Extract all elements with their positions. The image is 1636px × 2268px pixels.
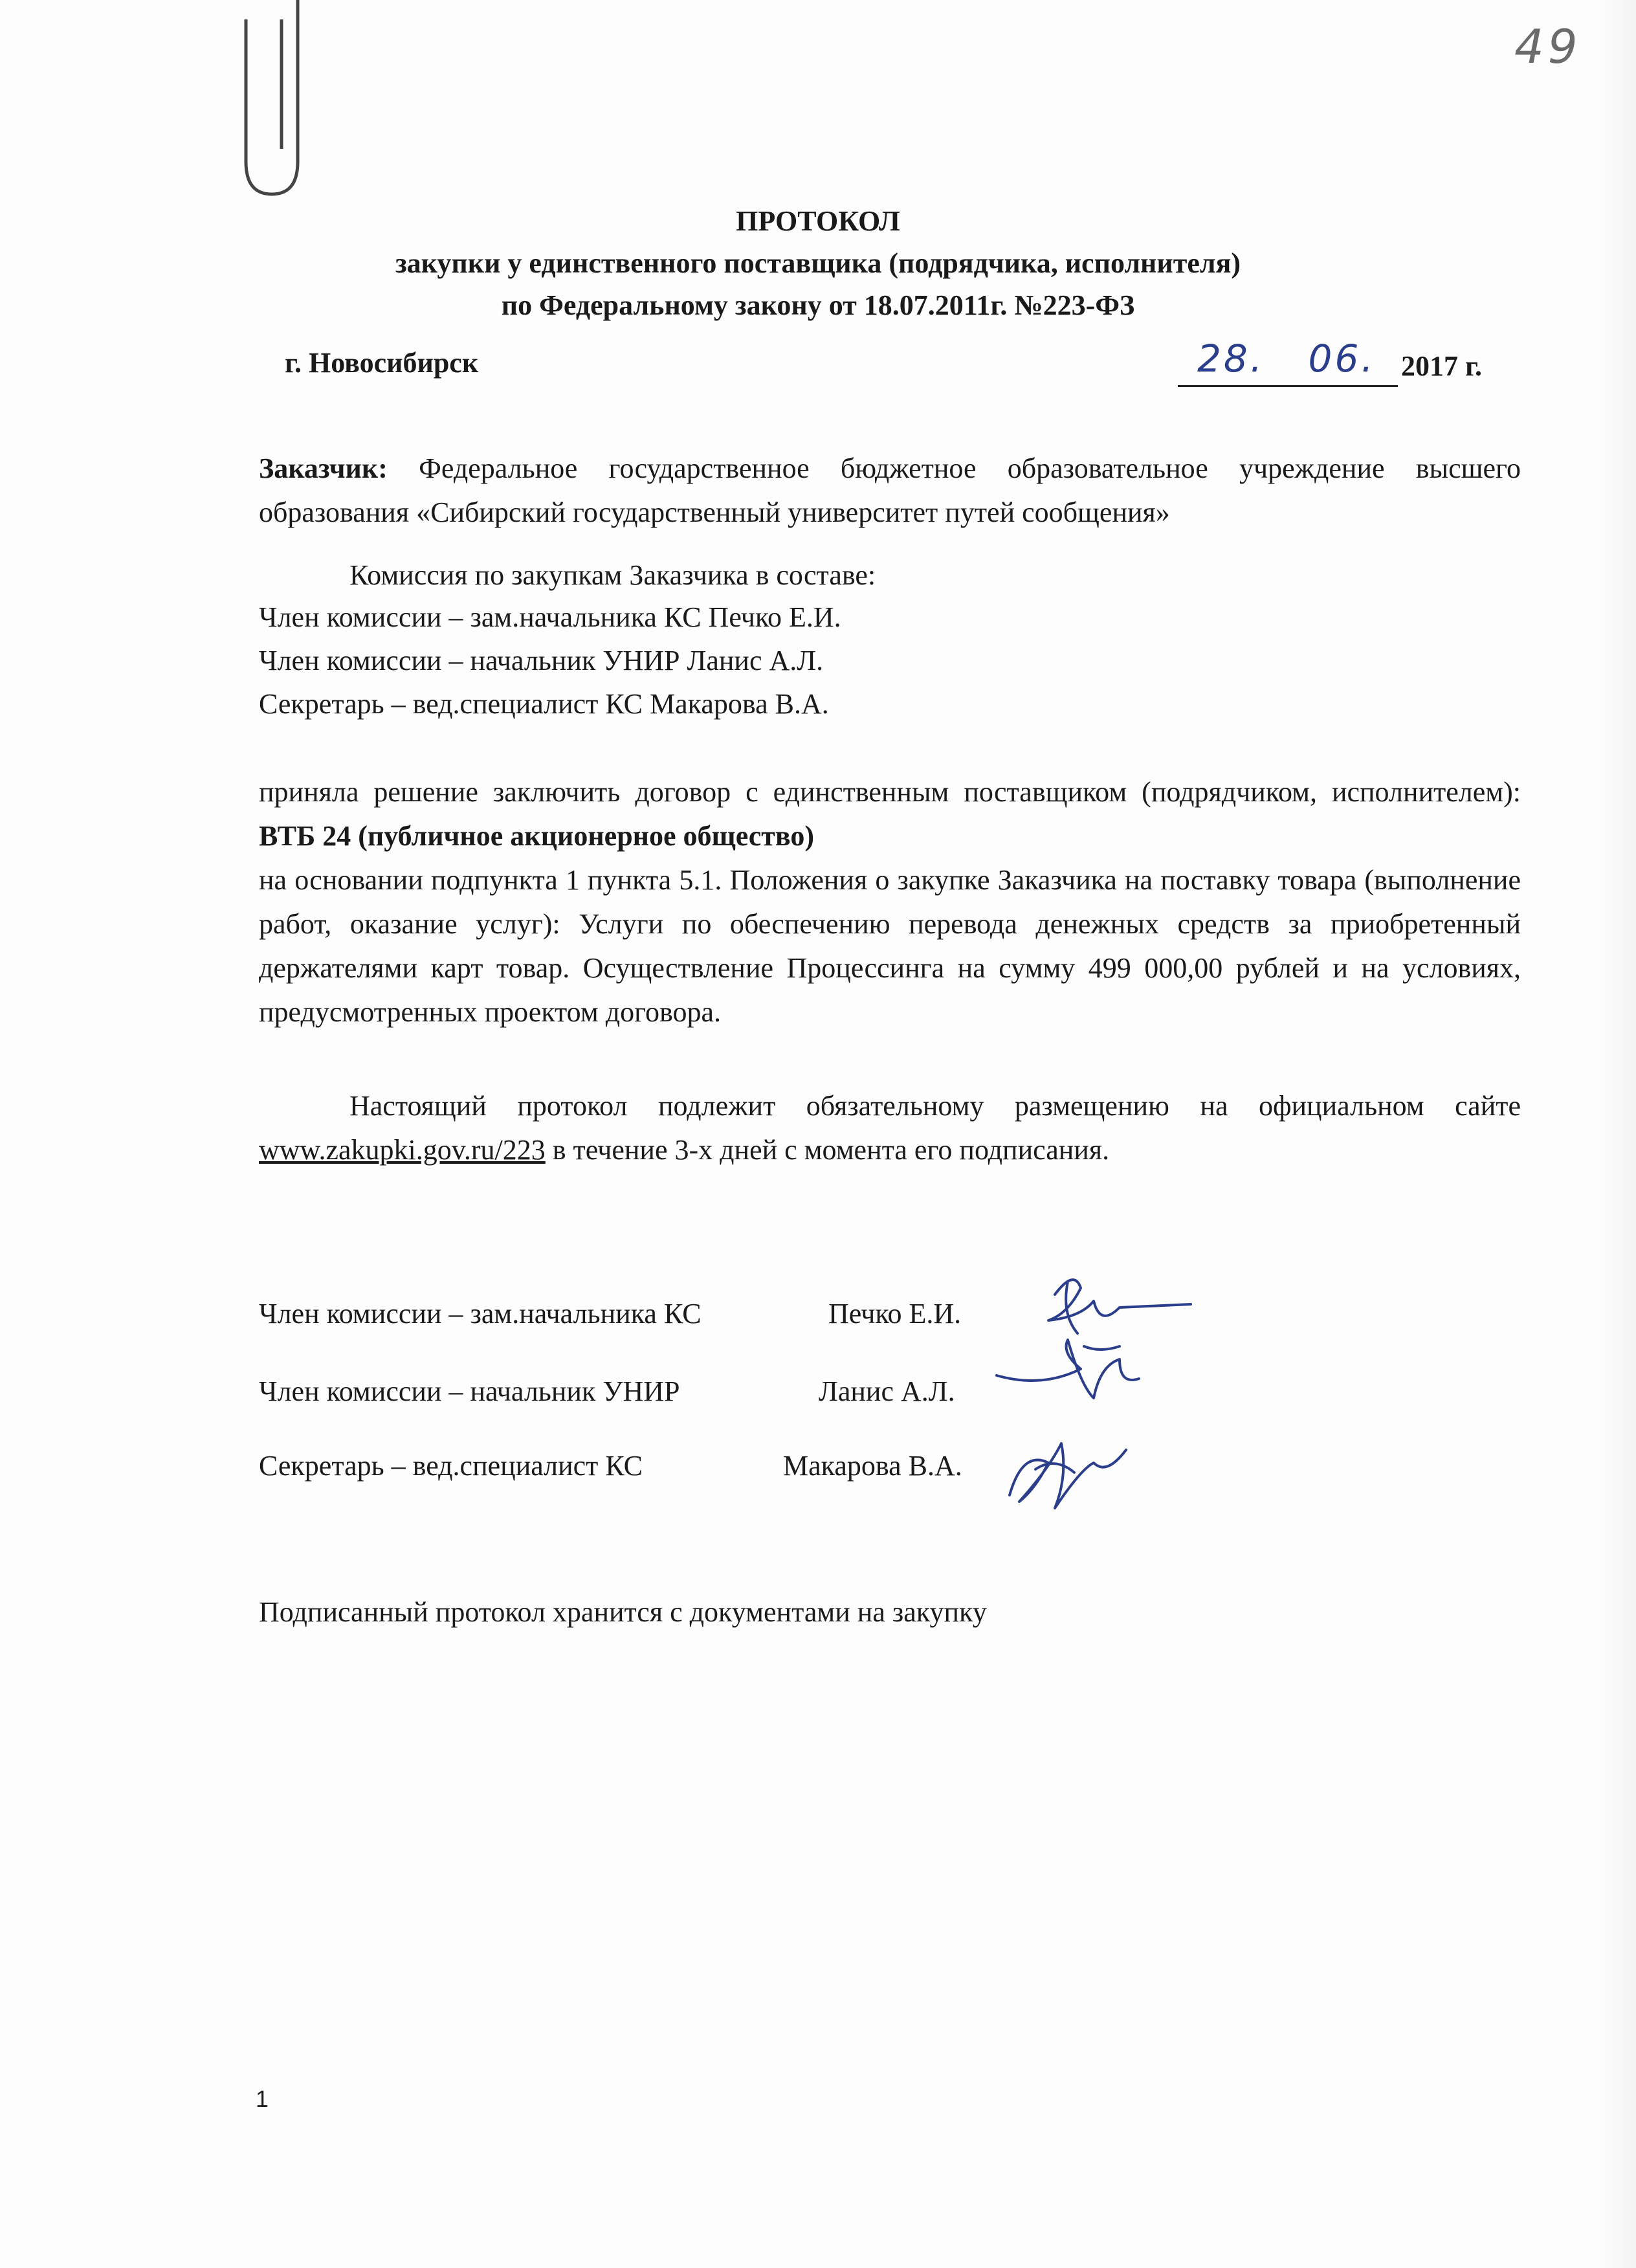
signatory-role: Секретарь – вед.специалист КС [259, 1450, 643, 1482]
commission-member: Секретарь – вед.специалист КС Макарова В.А. [259, 688, 829, 720]
signatory-role: Член комиссии – начальник УНИР [259, 1375, 680, 1407]
supplier-name: ВТБ 24 (публичное акционерное общество) [259, 820, 815, 852]
handwritten-date: 28. 06. [1197, 337, 1376, 381]
paper-clip-icon [220, 0, 324, 207]
document-subtitle-1: закупки у единственного поставщика (подрядчика, исполнителя) [395, 247, 1241, 279]
signatory-role: Член комиссии – зам.начальника КС [259, 1298, 702, 1329]
signatory-name: Печко Е.И. [828, 1298, 962, 1329]
customer-text: Федеральное государственное бюджетное образовательное учреждение высшего образования «Сибирский государственный университет путей сообщения» [259, 452, 1521, 528]
page-number: 1 [256, 2085, 269, 2112]
storage-note: Подписанный протокол хранится с документами на закупку [259, 1596, 987, 1628]
publication-text: Настоящий протокол подлежит обязательному размещению на официальном сайте [349, 1090, 1521, 1122]
customer-label: Заказчик: [259, 452, 388, 484]
decision-paragraph [259, 770, 1521, 1034]
customer-paragraph [259, 447, 1521, 535]
handwritten-signatures [971, 1256, 1230, 1553]
scan-edge-shadow [1597, 0, 1636, 2268]
decision-basis: на основании подпункта 1 пункта 5.1. Положения о закупке Заказчика на поставку товара (выполнение работ, оказание услуг): Услуги по обеспечению перевода денежных средств за приобретенный держателями карт товар. Осуществление Процессинга на сумму 499 000,00 рублей и на условиях, предусмотренных проектом договора. [259, 864, 1521, 1028]
signatory-name: Макарова В.А. [783, 1450, 962, 1482]
date-year: 2017 г. [1401, 350, 1483, 382]
document-title: ПРОТОКОЛ [736, 205, 900, 237]
procurement-site-link[interactable]: www.zakupki.gov.ru/223 [259, 1134, 546, 1166]
commission-intro: Комиссия по закупкам Заказчика в составе: [349, 559, 876, 591]
signature-2 [997, 1340, 1139, 1398]
commission-member: Член комиссии – начальник УНИР Ланис А.Л. [259, 645, 824, 676]
publication-deadline: в течение 3-х дней с момента его подписания. [552, 1134, 1110, 1166]
signatory-name: Ланис А.Л. [819, 1375, 955, 1407]
decision-text: приняла решение заключить договор с единственным поставщиком (подрядчиком, исполнителем): [259, 776, 1521, 808]
folio-number: 49 [1514, 19, 1582, 74]
signature-1 [1048, 1280, 1191, 1320]
publication-paragraph [259, 1084, 1521, 1172]
commission-member: Член комиссии – зам.начальника КС Печко Е.И. [259, 601, 841, 633]
city: г. Новосибирск [285, 347, 479, 379]
document-subtitle-2: по Федеральному закону от 18.07.2011г. №223-ФЗ [501, 289, 1135, 321]
signature-3 [1010, 1443, 1126, 1508]
